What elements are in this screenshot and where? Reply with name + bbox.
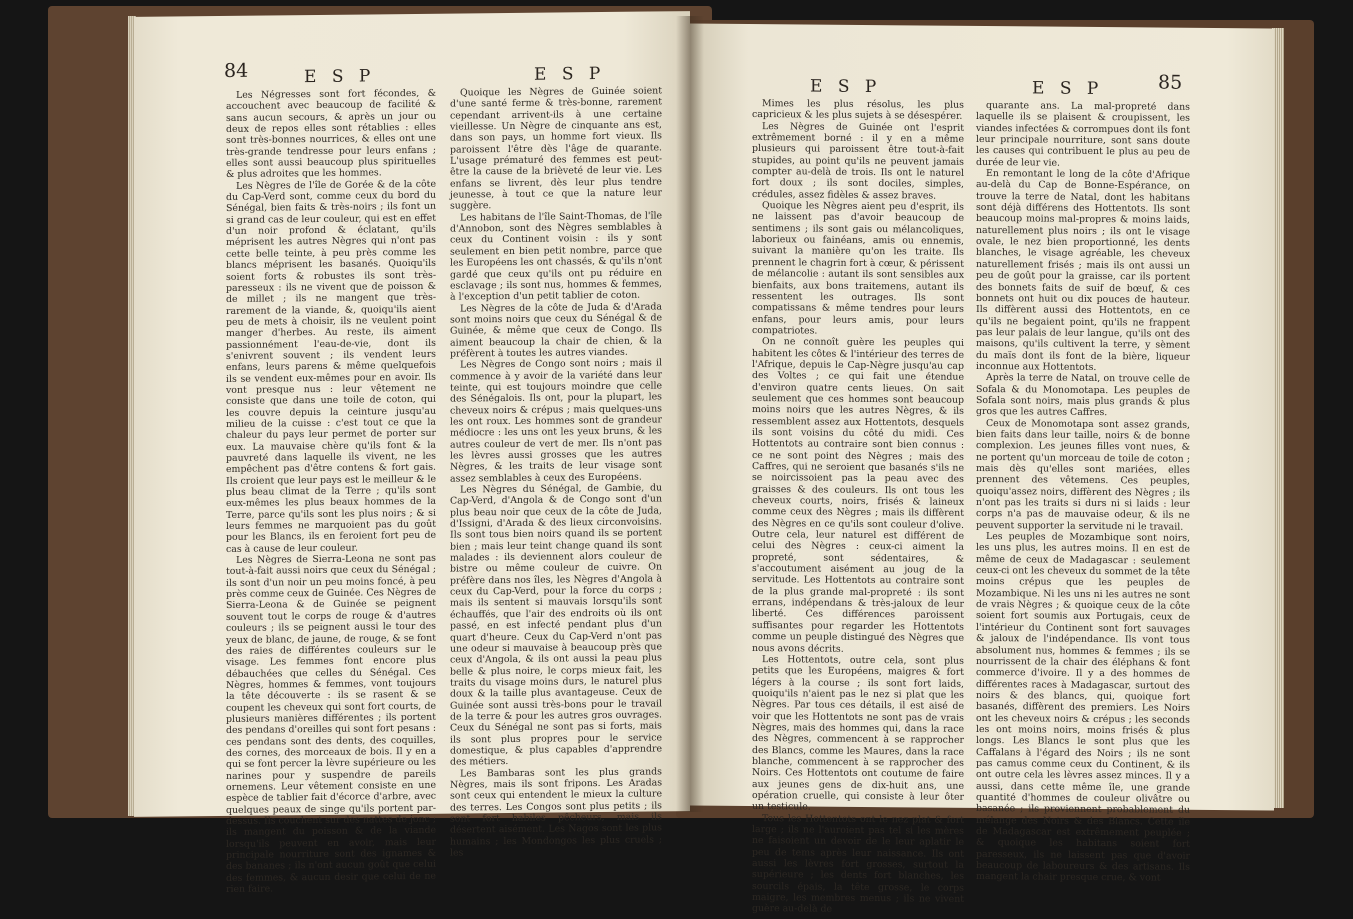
left-page-column-2 (450, 85, 662, 859)
paragraph: En remontant le long de la côte d'Afrique au-delà du Cap de Bonne-Espérance, on trouve la terre de Natal, dont les habitans sont déjà différens des Hottentots. Ils sont beaucoup moins mal-propres & moins laids, naturellement plus noirs ; ils ont le visage ovale, le nez bien proportionné, les dents blanches, le visage agréable, les cheveux naturellement frisés ; mais ils ont aussi un peu de goût pour la graisse, car ils portent des bonnets faits de suif de bœuf, & ces bonnets ont huit ou dix pouces de hauteur. Ils diffèrent aussi des Hottentots, en ce qu'ils ne begaient point, qu'ils ne frappent pas leur palais de leur langue, qu'ils ont des maisons, qu'ils cultivent la terre, y sèment du maïs dont ils font de la bière, liqueur inconnue aux Hottentots. (976, 168, 1190, 373)
paragraph: Les Nègres de l'île de Gorée & de la côte du Cap-Verd sont, comme ceux du bord du Sénégal, bien faits & très-noirs ; ils font un si grand cas de leur couleur, qui est en effet d'un noir profond & éclatant, qu'ils méprisent les autres Nègres qui n'ont pas cette belle teinte, à peu près comme les blancs méprisent les basanés. Quoiqu'ils soient forts & robustes ils sont très-paresseux : ils ne vivent que de poisson & de millet ; ils ne mangent que très-rarement de la viande, &, quoiqu'ils aient peu de mets à choisir, ils ne veulent point manger d'herbes. Au reste, ils aiment passionnément l'eau-de-vie, dont ils s'enivrent souvent ; ils vendent leurs enfans, leurs parens & même quelquefois ils se vendent eux-mêmes pour en avoir. Ils vont presque nus : leur vêtement ne consiste que dans une toile de coton, qui les couvre depuis la ceinture jusqu'au milieu de la cuisse : c'est tout ce que la chaleur du pays leur permet de porter sur eux. La mauvaise chère qu'ils font & la pauvreté dans laquelle ils vivent, ne les empêchent pas d'être contens & fort gais. Ils croient que leur pays est le meilleur & le plus beau climat de la Terre ; qu'ils sont eux-mêmes les plus beaux hommes de la Terre, parce qu'ils sont les plus noirs ; & si leurs femmes ne marquoient pas du goût pour les Blancs, ils en feroient fort peu de cas à cause de leur couleur. (226, 178, 436, 555)
left-page (134, 11, 690, 896)
paragraph: Les peuples de Mozambique sont noirs, les uns plus, les autres moins. Il en est de même de ceux de Madagascar : seulement ceux-ci ont les cheveux du sommet de la tête moins crépus que les peuples de Mozambique. Ni les uns ni les autres ne sont de vrais Nègres ; & quoique ceux de la côte soient fort soumis aux Portugais, ceux de l'intérieur du Continent sont fort sauvages & jaloux de l'indépendance. Ils vont tous absolument nus, hommes & femmes ; ils se nourrissent de la chair des éléphans & font commerce d'ivoire. Il y a des hommes de différentes races à Madagascar, surtout des noirs & des blancs, qui, quoique fort basanés, diffèrent des premiers. Les Noirs ont les cheveux noirs & crépus ; les seconds les ont moins noirs, moins frisés & plus longs. Les Blancs le sont plus que les Caffalans à l'égard des Noirs ; ils ne sont pas camus comme ceux du Continent, & ils ont outre cela les lèvres assez minces. Il y a aussi, dans cette même île, une grande quantité d'hommes de couleur olivâtre ou basanée ; ils proviennent probablement du mélange des Noirs & des Blancs. Cette île de Madagascar est extrêmement peuplée ; & quoique les habitans soient fort paresseux, ils ne laissent pas que d'avoir beaucoup de laboureurs & des artisans. Ils mangent la chair presque crue, & vont (976, 531, 1190, 884)
paragraph: Quoique les Nègres de Guinée soient d'une santé ferme & très-bonne, rarement cependant arrivent-ils à une certaine vieillesse. Un Nègre de cinquante ans est, dans son pays, un homme fort vieux. Ils paroissent l'être dès l'âge de quarante. L'usage prématuré des femmes est peut-être la cause de la brièveté de leur vie. Les enfans se livrent, dès leur plus tendre jeunesse, à tout ce que la nature leur suggère. (450, 85, 662, 213)
right-page-column-1 (752, 98, 964, 917)
left-page-column-1 (226, 88, 436, 896)
right-page-column-2 (976, 100, 1190, 885)
paragraph: Les Bambaras sont les plus grands Nègres, mais ils sont fripons. Les Aradas sont ceux qui entendent le mieux la culture des terres. Les Congos sont plus petits ; ils sont fort habiles pêcheurs, mais ils désertent aisément. Les Nagos sont les plus humains ; les Mondongos les plus cruels ; les (450, 766, 662, 859)
paragraph: Les Nègres de Congo sont noirs ; mais il commence à y avoir de la variété dans leur teinte, qui est toujours moindre que celle des Sénégalois. Ils ont, pour la plupart, les cheveux noirs & crépus ; mais quelques-uns les ont roux. Les hommes sont de grandeur médiocre : les uns ont les yeux bruns, & les autres couleur de vert de mer. Ils n'ont pas les lèvres aussi grosses que les autres Nègres, & les traits de leur visage sont assez semblables à ceux des Européens. (450, 357, 662, 485)
paragraph: Les Négresses sont fort fécondes, & accouchent avec beaucoup de facilité & sans aucun secours, & après un jour ou deux de repos elles sont rétablies : elles sont très-bonnes nourrices, & elles ont une très-grande tendresse pour leurs enfans ; elles sont aussi beaucoup plus spirituelles & plus adroites que les hommes. (226, 87, 436, 181)
right-page (690, 23, 1274, 916)
paragraph: Les Nègres de Guinée ont l'esprit extrêmement borné : il y en a même plusieurs qui paroissent être tout-à-fait stupides, au point qu'ils ne peuvent jamais compter au-delà de trois. Ils ont le naturel fort doux ; ils sont dociles, simples, crédules, assez fidèles & assez braves. (752, 120, 964, 202)
paragraph: Les Nègres de Sierra-Leona ne sont pas tout-à-fait aussi noirs que ceux du Sénégal ; ils sont d'un noir un peu moins foncé, à peu près comme ceux de Guinée. Ces Nègres de Sierra-Leona & de Guinée se peignent souvent tout le corps de rouge & d'autres couleurs ; ils se peignent aussi le tour des yeux de blanc, de jaune, de rouge, & se font des raies de différentes couleurs sur le visage. Les femmes font encore plus débauchées que celles du Sénégal. Ces Nègres, hommes & femmes, vont toujours la tête découverte : ils se rasent & se coupent les cheveux qui sont fort courts, de plusieurs manières différentes ; ils portent des pendans d'oreilles qui sont fort pesans : ces pendans sont des dents, des coquilles, des cornes, des morceaux de bois. Il y en a qui se font percer la lèvre supérieure ou les narines pour y suspendre de pareils ornemens. Leur vêtement consiste en une espèce de tablier fait d'écorce d'arbre, avec quelques peaux de singe qu'ils portent par-dessus. Ils couchent sur des nattes de jonc ; ils mangent du poisson & de la viande lorsqu'ils peuvent en avoir, mais leur principale nourriture sont des ignames & des bananes ; ils n'ont aucun goût que celui des femmes, & aucun desir que celui de ne rien faire. (226, 552, 436, 896)
paragraph: Quoique les Nègres aient peu d'esprit, ils ne laissent pas d'avoir beaucoup de sentimens ; ils sont gais ou mélancoliques, laborieux ou fainéans, amis ou ennemis, suivant la manière qu'on les traite. Ils prennent le chagrin fort à cœur, & périssent de mélancolie : autant ils sont sensibles aux bienfaits, aux bons traitemens, autant ils ressentent les outrages. Ils sont compatissans & même tendres pour leurs enfans, pour leurs amis, pour leurs compatriotes. (752, 200, 964, 337)
paragraph: Les habitans de l'île Saint-Thomas, de l'île d'Annobon, sont des Nègres semblables à ceux du Continent voisin : ils y sont seulement en bien petit nombre, parce que les Européens les ont chassés, & qu'ils n'ont gardé que ceux qu'ils ont pu réduire en esclavage ; ils sont nus, hommes & femmes, à l'exception d'un petit tablier de coton. (450, 210, 662, 303)
right-page-number: 85 (1158, 71, 1183, 94)
paragraph: Les Hottentots, outre cela, sont plus petits que les Européens, maigres & fort légers à la course ; ils sont fort laids, quoiqu'ils n'aient pas le nez si plat que les Nègres. Par tous ces détails, il est aisé de voir que les Hottentots ne sont pas de vrais Nègres, mais des hommes qui, dans la race des Nègres, commencent à se rapprocher des Blancs, comme les Maures, dans la race blanche, commencent à se rapprocher des Noirs. Ces Hottentots ont coutume de faire aux jeunes gens de dix-huit ans, une opération cruelle, qui consiste à leur ôter un testicule. (752, 653, 964, 813)
paragraph: Mimes les plus résolus, les plus capricieux & les plus sujets à se désespérer. (752, 98, 964, 123)
book-gutter-shadow (676, 16, 704, 812)
right-running-head-col2: E S P (1032, 78, 1104, 100)
left-running-head-col1: E S P (304, 66, 376, 88)
paragraph: On ne connoît guère les peuples qui habitent les côtes & l'intérieur des terres de l'Afrique, depuis le Cap-Nègre jusqu'au cap des Voltes ; ce qui fait une étendue d'environ quatre cents lieues. On sait seulement que ces hommes sont beaucoup moins noirs que les autres Nègres, & ils ressemblent assez aux Hottentots, desquels ils sont voisins du côté du midi. Ces Hottentots au contraire sont bien connus : ce ne sont point des Nègres ; mais des Caffres, qui ne seroient que basanés s'ils ne se noircissoient pas la peau avec des graisses & des couleurs. Ils ont tous les cheveux courts, noirs, frisés & laineux comme ceux des Nègres ; mais ils diffèrent des Nègres en ce qu'ils sont couleur d'olive. Outre cela, leur naturel est différent de celui des Nègres : ceux-ci aiment la propreté, sont sédentaires, & s'accoutument aisément au joug de la servitude. Les Hottentots au contraire sont de la plus grande mal-propreté : ils sont errans, indépendans & très-jaloux de leur liberté. Ces différences paroissent suffisantes pour regarder les Hottentots comme un peuple distingué des Nègres que nous avons décrits. (752, 336, 964, 655)
left-page-number: 84 (224, 59, 249, 82)
paragraph: quarante ans. La mal-propreté dans laquelle ils se plaisent & croupissent, les viandes infectées & corrompues dont ils font leur principale nourriture, sont sans doute les causes qui contribuent le plus au peu de durée de leur vie. (976, 100, 1190, 169)
paragraph: Après la terre de Natal, on trouve celle de Sofala & du Monomotapa. Les peuples de Sofala sont noirs, mais plus grands & plus gros que les autres Caffres. (976, 372, 1190, 419)
left-running-head-col2: E S P (534, 63, 606, 85)
paragraph: Ceux de Monomotapa sont assez grands, bien faits dans leur taille, noirs & de bonne complexion. Les jeunes filles vont nues, & ne portent qu'un morceau de toile de coton ; mais dès qu'elles sont mariées, elles prennent des vêtemens. Ces peuples, quoiqu'assez noirs, diffèrent des Nègres ; ils n'ont pas les traits si durs ni si laids : leur corps n'a pas de mauvaise odeur, & ils ne peuvent supporter la servitude ni le travail. (976, 417, 1190, 533)
right-running-head-col1: E S P (810, 76, 882, 98)
paragraph: Les Nègres du Sénégal, de Gambie, du Cap-Verd, d'Angola & de Congo sont d'un plus beau noir que ceux de la côte de Juda, d'Issigni, d'Arada & des lieux circonvoisins. Ils sont tous bien noirs quand ils se portent bien ; mais leur teint change quand ils sont malades : ils deviennent alors couleur de bistre ou même couleur de cuivre. On préfère dans nos îles, les Nègres d'Angola à ceux du Cap-Verd, pour la force du corps ; mais ils sentent si mauvais lorsqu'ils sont échauffés, que l'air des endroits où ils ont passé, en est infecté pendant plus d'un quart d'heure. Ceux du Cap-Verd n'ont pas une odeur si mauvaise à beaucoup près que ceux d'Angola, & ils ont aussi la peau plus belle & plus noire, le corps mieux fait, les traits du visage moins durs, le naturel plus doux & la taille plus avantageuse. Ceux de Guinée sont aussi très-bons pour le travail de la terre & pour les autres gros ouvrages. Ceux du Sénégal ne sont pas si forts, mais ils sont plus propres pour le service domestique, & plus capables d'apprendre des métiers. (450, 482, 662, 768)
paragraph: Tous les Hottentots ont le nez plat & fort large ; ils ne l'auroient pas tel si les mères ne faisoient un devoir de le leur aplatir le peu de tems après leur naissance. Ils ont aussi les lèvres fort grosses, surtout la supérieure ; les dents fort blanches, les sourcils épais, la tête grosse, le corps maigre, les membres menus ; ils ne vivent guère au-delà de (752, 812, 964, 916)
paragraph: Les Nègres de la côte de Juda & d'Arada sont moins noirs que ceux du Sénégal & de Guinée, & même que ceux de Congo. Ils aiment beaucoup la chair de chien, & la préfèrent à toutes les autres viandes. (450, 300, 662, 360)
